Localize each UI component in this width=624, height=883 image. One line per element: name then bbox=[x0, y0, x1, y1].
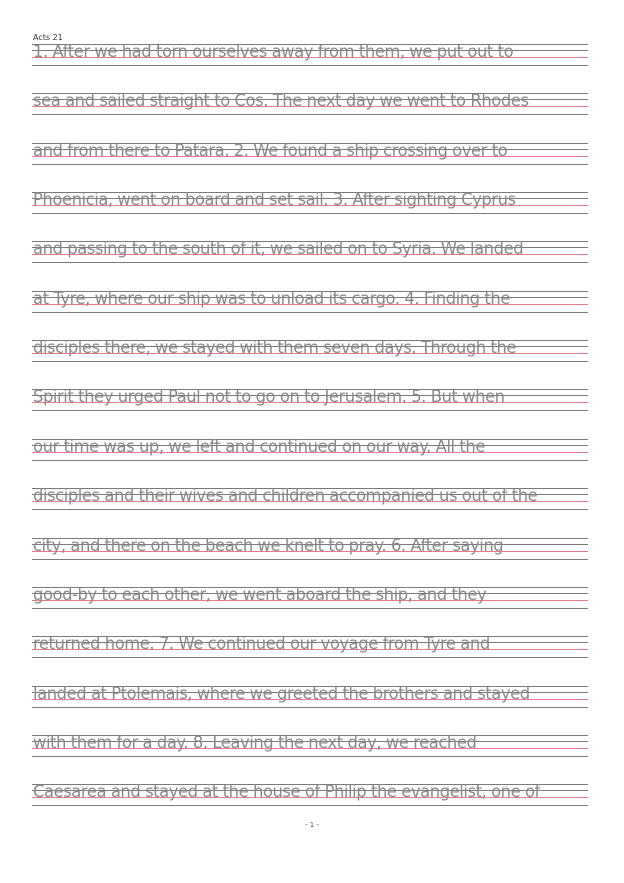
tracing-text-line: sea and sailed straight to Cos. The next day we went to Rhodes bbox=[33, 91, 529, 111]
tracing-row bbox=[32, 389, 588, 419]
guide-rule bbox=[32, 608, 588, 609]
tracing-row bbox=[32, 44, 588, 74]
tracing-text-line: and passing to the south of it, we sailed on to Syria. We landed bbox=[33, 239, 524, 259]
guide-rule bbox=[32, 559, 588, 560]
tracing-row bbox=[32, 241, 588, 271]
guide-rule bbox=[32, 460, 588, 461]
tracing-text-line: Phoenicia, went on board and set sail. 3. After sighting Cyprus bbox=[33, 190, 516, 210]
tracing-row bbox=[32, 784, 588, 814]
tracing-row bbox=[32, 636, 588, 666]
page-number: - 1 - bbox=[305, 821, 319, 829]
tracing-text-line: 1. After we had torn ourselves away from them, we put out to bbox=[33, 42, 514, 61]
tracing-row bbox=[32, 140, 588, 173]
tracing-row bbox=[32, 436, 588, 469]
guide-rule bbox=[32, 707, 588, 708]
guide-rule bbox=[32, 509, 588, 510]
guide-rule bbox=[32, 410, 588, 411]
guide-rule bbox=[32, 164, 588, 165]
guide-rule bbox=[32, 213, 588, 214]
guide-rule bbox=[32, 312, 588, 313]
tracing-row bbox=[32, 340, 588, 370]
tracing-text-line: at Tyre, where our ship was to unload its cargo. 4. Finding the bbox=[33, 288, 510, 308]
guide-rule bbox=[32, 805, 588, 806]
tracing-text-line: and from there to Patara. 2. We found a ship crossing over to bbox=[33, 140, 508, 160]
tracing-text-line: good-by to each other, we went aboard the ship, and they bbox=[33, 584, 487, 604]
tracing-row bbox=[32, 683, 588, 716]
tracing-row bbox=[32, 584, 588, 617]
guide-rule bbox=[32, 657, 588, 658]
tracing-text-line: Spirit they urged Paul not to go on to Jerusalem. 5. But when bbox=[33, 387, 505, 407]
guide-rule bbox=[32, 756, 588, 757]
tracing-row bbox=[32, 288, 588, 321]
tracing-text-line: disciples there, we stayed with them seven days. Through the bbox=[33, 338, 517, 358]
tracing-text-line: landed at Ptolemais, where we greeted the brothers and stayed bbox=[33, 683, 530, 703]
tracing-text-line: with them for a day. 8. Leaving the next day, we reached bbox=[33, 732, 477, 752]
tracing-row bbox=[32, 192, 588, 222]
guide-rule bbox=[32, 262, 588, 263]
tracing-text-line: Caesarea and stayed at the house of Philip the evangelist, one of bbox=[33, 782, 540, 802]
tracing-row bbox=[32, 732, 588, 765]
tracing-text-line: our time was up, we left and continued on our way. All the bbox=[33, 436, 485, 456]
tracing-text-line: returned home. 7. We continued our voyage from Tyre and bbox=[33, 634, 490, 654]
tracing-row bbox=[32, 488, 588, 518]
tracing-row bbox=[32, 535, 588, 568]
guide-rule bbox=[32, 361, 588, 362]
tracing-text-line: disciples and their wives and children accompanied us out of the bbox=[33, 486, 538, 506]
chapter-label: Acts 21 bbox=[33, 33, 63, 42]
tracing-text-line: city, and there on the beach we knelt to pray. 6. After saying bbox=[33, 535, 504, 555]
guide-rule bbox=[32, 65, 588, 66]
tracing-row bbox=[32, 93, 588, 123]
guide-rule bbox=[32, 114, 588, 115]
